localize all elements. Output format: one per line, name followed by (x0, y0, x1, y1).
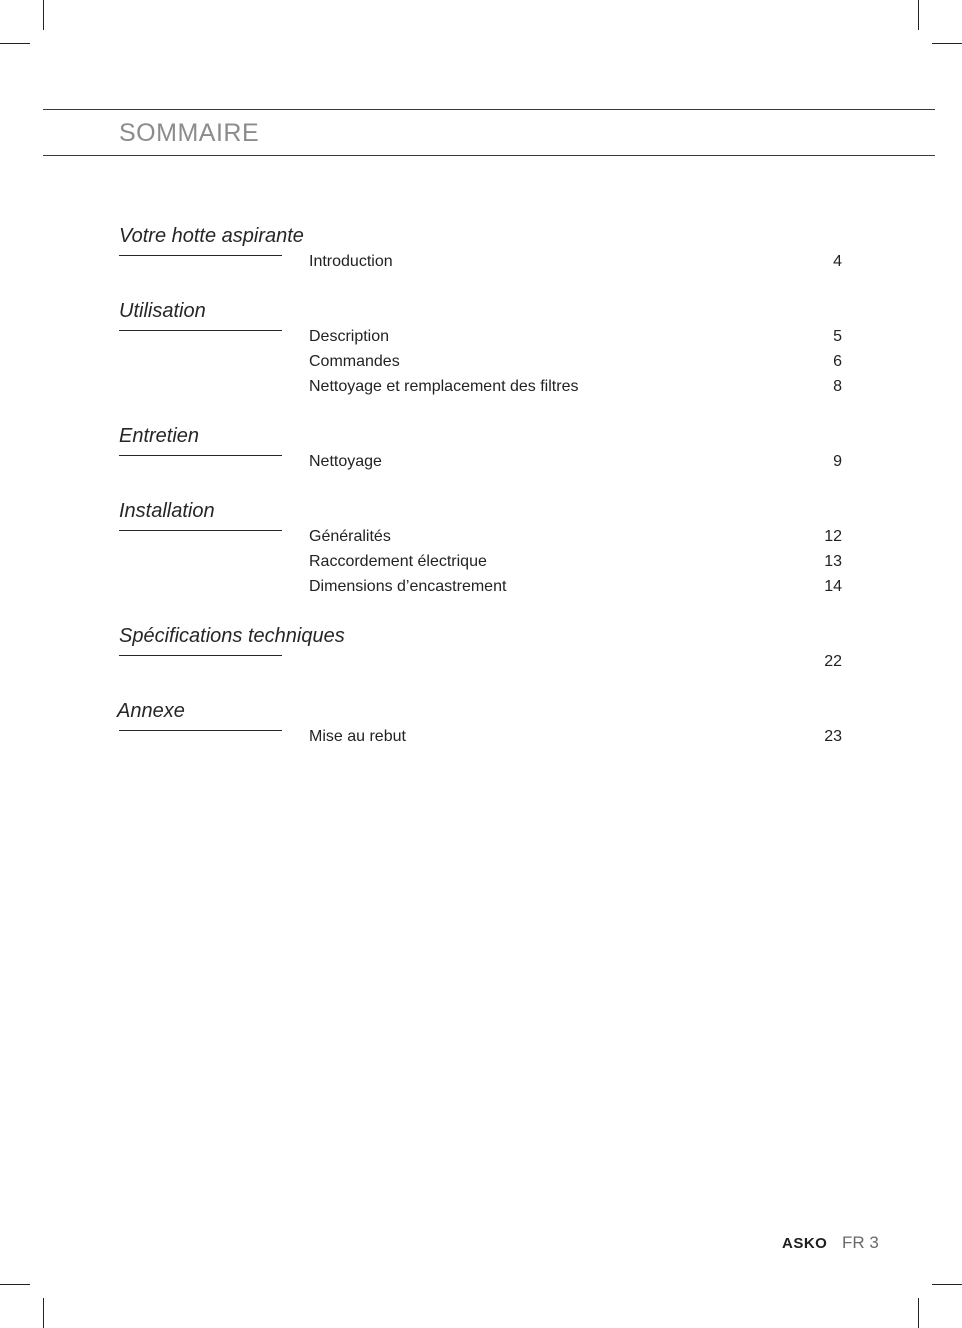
section-title: Installation (119, 500, 215, 522)
crop-mark (0, 1284, 30, 1285)
entry-label: Dimensions d’encastrement (309, 578, 507, 595)
brand-logo: ASKO (782, 1235, 828, 1252)
toc-entry[interactable] (0, 727, 962, 747)
entry-label: Raccordement électrique (309, 553, 487, 570)
entry-page-number: 6 (833, 353, 842, 370)
header-bottom-rule (43, 155, 935, 156)
page-number: FR 3 (842, 1233, 879, 1252)
crop-mark (932, 1284, 962, 1285)
section-title: Spécifications techniques (119, 625, 345, 647)
entry-page-number: 5 (833, 328, 842, 345)
toc-entry[interactable] (0, 327, 962, 347)
entry-label: Description (309, 328, 390, 345)
crop-mark (43, 1298, 44, 1328)
crop-mark (918, 1298, 919, 1328)
entry-page-number: 14 (824, 578, 842, 595)
page-title: SOMMAIRE (119, 119, 260, 147)
toc-entry[interactable] (0, 577, 962, 597)
entry-label: Commandes (309, 353, 400, 370)
toc-entry[interactable] (0, 452, 962, 472)
entry-page-number: 8 (833, 378, 842, 395)
entry-page-number: 4 (833, 253, 842, 270)
crop-mark (932, 43, 962, 44)
toc-entry[interactable] (0, 377, 962, 397)
toc-entry[interactable] (0, 527, 962, 547)
crop-mark (918, 0, 919, 30)
entry-label: Généralités (309, 528, 391, 545)
crop-mark (0, 43, 30, 44)
crop-mark (43, 0, 44, 30)
section-title: Entretien (119, 425, 200, 447)
header-top-rule (43, 109, 935, 110)
section-title: Votre hotte aspirante (119, 225, 304, 247)
section-title: Utilisation (119, 300, 206, 322)
entry-page-number: 13 (824, 553, 842, 570)
entry-page-number: 9 (833, 453, 842, 470)
section-title: Annexe (117, 700, 185, 722)
toc-entry[interactable] (0, 352, 962, 372)
entry-page-number: 23 (824, 728, 842, 745)
entry-label: Nettoyage et remplacement des filtres (309, 378, 579, 395)
entry-label: Nettoyage (309, 453, 382, 470)
toc-entry[interactable] (0, 552, 962, 572)
entry-page-number: 22 (824, 653, 842, 670)
entry-label: Introduction (309, 253, 393, 270)
entry-page-number: 12 (824, 528, 842, 545)
toc-entry[interactable] (0, 652, 962, 672)
entry-label: Mise au rebut (309, 728, 406, 745)
toc-entry[interactable] (0, 252, 962, 272)
